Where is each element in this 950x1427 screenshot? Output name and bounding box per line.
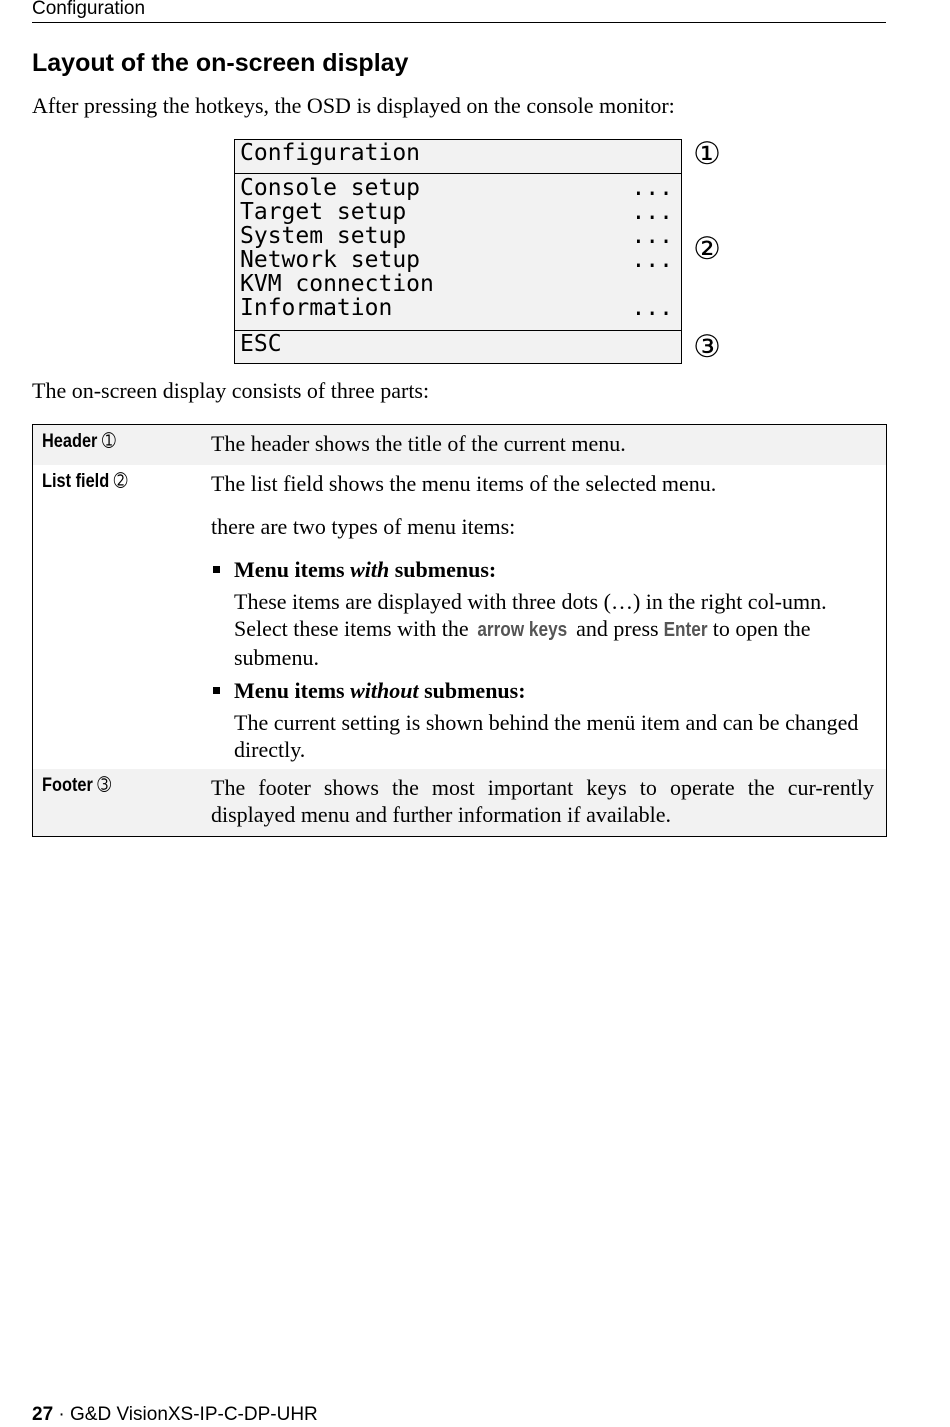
part-term: List field ➁: [42, 471, 128, 492]
document-title: · G&D VisionXS-IP-C-DP-UHR: [53, 1404, 318, 1425]
key-label: Enter: [663, 619, 708, 641]
osd-menu-item: [235, 224, 681, 248]
key-label: arrow keys: [477, 619, 568, 641]
osd-menu-item-label: System setup: [240, 223, 407, 249]
osd-submenu-dots: ...: [631, 199, 673, 225]
section-title: Layout of the on-screen display: [32, 49, 409, 77]
running-header: Configuration: [32, 0, 886, 23]
part-row-header: [33, 425, 886, 465]
page-footer: [32, 1404, 318, 1426]
desc-paragraph: there are two types of menu items:: [211, 514, 516, 539]
osd-menu-item: [235, 272, 681, 296]
osd-footer: ESC: [240, 331, 282, 357]
page-number: 27: [32, 1404, 54, 1425]
osd-submenu-dots: ...: [631, 223, 673, 249]
osd-submenu-dots: ...: [631, 295, 673, 321]
desc-paragraph: The list field shows the menu items of the selected menu.: [211, 471, 717, 496]
part-row-list-field: [33, 465, 886, 769]
osd-list-field: [235, 174, 681, 331]
part-description: The footer shows the most important keys to operate the cur-rently displayed menu and further information if available.: [211, 775, 874, 827]
bullet-heading-with-submenus: Menu items with submenus:: [211, 556, 874, 583]
part-term: Footer ➂: [42, 775, 112, 796]
callout-3: ③: [693, 329, 721, 365]
bullet-body: The current setting is shown behind the menü item and can be changed directly.: [234, 710, 859, 762]
osd-menu-item: [235, 296, 681, 320]
intro-paragraph: After pressing the hotkeys, the OSD is displayed on the console monitor:: [32, 93, 675, 118]
osd-menu-item: [235, 176, 681, 200]
osd-menu-item: [235, 248, 681, 272]
parts-intro: The on-screen display consists of three parts:: [32, 378, 430, 403]
bullet-body: These items are displayed with three dots (…) in the right col-umn. Select these items with the arrow keys and press Enter to open the submenu.: [234, 589, 827, 670]
osd-menu-item: [235, 200, 681, 224]
osd-menu-item-label: Information: [240, 295, 393, 321]
osd-menu-item-label: KVM connection: [240, 271, 434, 297]
osd-menu-item-label: Network setup: [240, 247, 421, 273]
part-description: The header shows the title of the current menu.: [211, 431, 626, 456]
callout-1: ①: [693, 136, 721, 172]
osd-submenu-dots: ...: [631, 175, 673, 201]
bullet-heading-without-submenus: Menu items without submenus:: [211, 677, 874, 704]
osd-submenu-dots: ...: [631, 247, 673, 273]
part-description: [211, 465, 886, 769]
callout-2: ②: [693, 231, 721, 267]
parts-table: [32, 424, 887, 837]
part-term: Header ➀: [42, 431, 116, 452]
osd-header: Configuration: [235, 140, 681, 174]
part-row-footer: [33, 769, 886, 836]
osd-menu-item-label: Target setup: [240, 199, 407, 225]
osd-menu-item-label: Console setup: [240, 175, 421, 201]
osd-mockup: [234, 139, 682, 364]
